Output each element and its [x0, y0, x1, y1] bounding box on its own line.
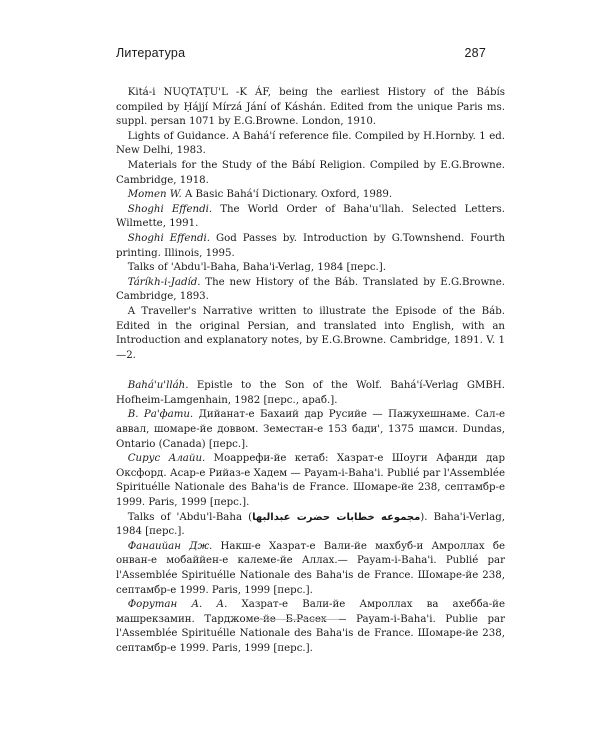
entry-text: Хазрат-е Вали-йе Амроллах ва ахебба-йе машрекзамин. Тарджоме-йе Б.Расех — Payam-i-Baha'i. Publie par l'Assemblée Spirituélle Nationale des Baha'is de France. Шомаре-йе 238, септамбр-е 1999. Paris, 1999 [перс.]. — [116, 599, 505, 654]
entry-text: Моаррефи-йе кетаб: Хазрат-е Шоуги Афанди дар Оксфорд. Асар-е Рийаз-е Хадем — Payam-i-Baha'i. Publié par l'Assemblée Spirituélle Nationale des Baha'is de France. Шомаре-йе 238, септамбр-е 1999. Paris, 1999 [перс.]. — [116, 453, 505, 509]
bibliography-entry — [116, 511, 505, 540]
entry-author: Сирус Алайи. — [127, 453, 206, 465]
bibliography — [116, 86, 505, 657]
bibliography-entry — [116, 408, 505, 452]
bibliography-entry — [116, 379, 505, 408]
running-header — [116, 46, 486, 60]
entry-text: Дийанат-е Бахаий дар Русийе — Пажухешнаме. Сал-е аввал, шомаре-йе доввом. Земестан-е 153 бади', 1375 шамси. Dundas, Ontario (Canada) [перс.]. — [116, 409, 505, 450]
bibliography-entry — [116, 452, 505, 510]
entry-text: A Basic Bahá'í Dictionary. Oxford, 1989. — [181, 189, 393, 201]
bibliography-entry — [116, 261, 505, 276]
entry-text: Talks of 'Abdu'l-Baha, Baha'i-Verlag, 1984 [перс.]. — [127, 262, 387, 274]
entry-author: Momen W. — [127, 189, 182, 201]
page-number: 287 — [464, 46, 486, 60]
bibliography-entry — [116, 130, 505, 159]
arabic-title: مجموعه خطابات حضرت عبدالبها — [252, 511, 421, 523]
bibliography-entry — [116, 598, 505, 656]
entry-text: Kitá-i NUQTAṬU'L -K ÁF, being the earliest History of the Bábís compiled by Ḥájjí Mírzá Jání of Káshán. Edited from the unique Paris ms. suppl. persan 1071 by E.G.Browne. London, 1910. — [116, 87, 505, 128]
entry-text-after-arabic: ). Baha'i-Verlag, 1984 [перс.]. — [116, 511, 505, 538]
bibliography-group-1 — [116, 86, 505, 363]
entry-text: The World Order of Baha'u'llah. Selected Letters. Wilmette, 1991. — [116, 203, 505, 230]
entry-author: Фанаийан Дж. — [127, 540, 213, 552]
bibliography-entry — [116, 188, 505, 203]
entry-author: Shoghi Effendi. — [127, 203, 213, 215]
end-divider — [259, 619, 339, 620]
section-gap — [116, 363, 505, 379]
bibliography-entry — [116, 276, 505, 305]
entry-author: Bahá'u'lláh. — [127, 380, 189, 392]
entry-text: Materials for the Study of the Bábí Religion. Compiled by E.G.Browne. Cambridge, 1918. — [116, 159, 505, 186]
entry-author: Shoghi Effendi. — [127, 232, 210, 244]
entry-text: Epistle to the Son of the Wolf. Bahá'í-Verlag GMBH. Hofheim-Lamgenhain, 1982 [перс., араб.]. — [116, 380, 505, 406]
entry-text: Lights of Guidance. A Bahá'í reference file. Compiled by H.Hornby. 1 ed. New Delhi, 1983. — [116, 130, 505, 157]
bibliography-entry — [116, 86, 505, 130]
entry-text-before-arabic: Talks of 'Abdu'l-Baha ( — [127, 511, 253, 523]
section-title: Литература — [116, 46, 186, 60]
entry-text: The new History of the Báb. Translated by E.G.Browne. Cambridge, 1893. — [116, 276, 505, 303]
bibliography-group-2 — [116, 379, 505, 656]
entry-author: Táríkh-i-Jadíd. — [127, 276, 201, 288]
entry-text: God Passes by. Introduction by G.Townshend. Fourth printing. Illinois, 1995. — [116, 232, 505, 259]
bibliography-entry — [116, 203, 505, 232]
bibliography-entry — [116, 540, 505, 598]
entry-text: Накш-е Хазрат-е Вали-йе махбуб-и Амроллах бе онван-е мобаййен-е калеме-йе Аллах.— Payam-i-Baha'i. Publié par l'Assemblée Spirituélle Nationale des Baha'is de France. Шомаре-йе 238, септамбр-е 1999. Paris, 1999 [перс.]. — [116, 540, 505, 596]
bibliography-entry — [116, 159, 505, 188]
entry-author: Форутан А. А. — [127, 599, 228, 611]
entry-text: A Traveller's Narrative written to illustrate the Episode of the Báb. Edited in the original Persian, and translated into English, with an Introduction and explanatory notes, by E.G.Browne. Cambridge, 1891. V. 1—2. — [116, 305, 505, 361]
bibliography-entry — [116, 305, 505, 363]
bibliography-entry — [116, 232, 505, 261]
entry-author: В. Ра'фати. — [127, 409, 194, 421]
